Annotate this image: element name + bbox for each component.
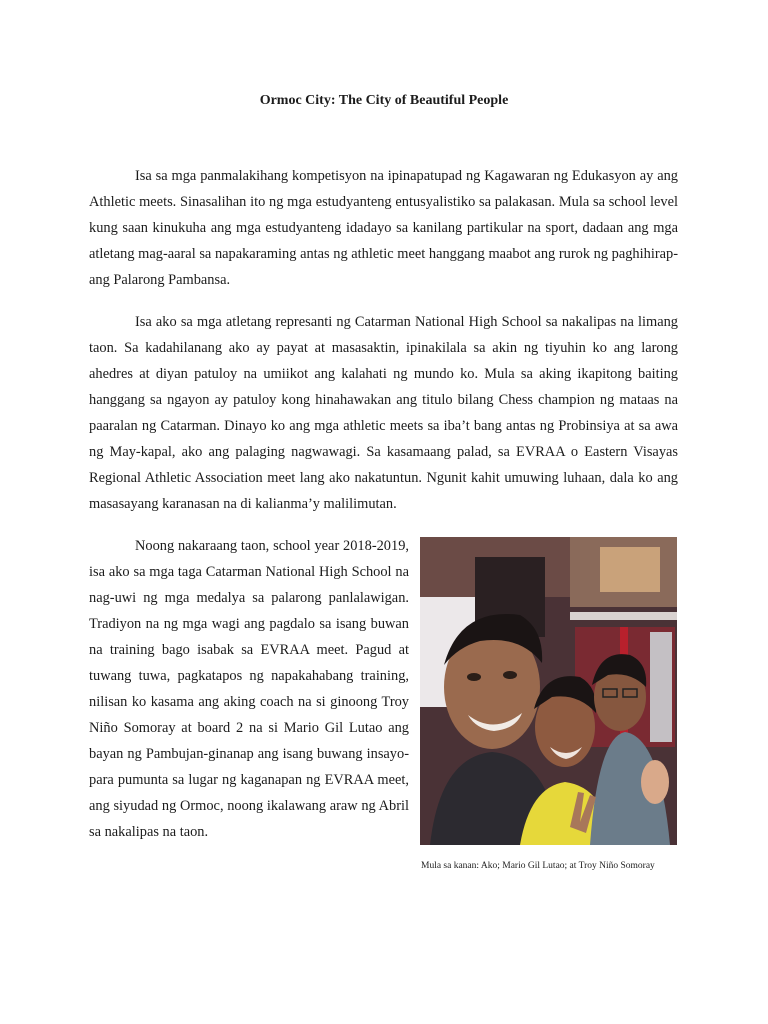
page-title: Ormoc City: The City of Beautiful People	[259, 93, 509, 108]
paragraph-2	[89, 309, 678, 517]
paragraph-2-text: Isa ako sa mga atletang represanti ng Catarman National High School sa nakalipas na limang taon. Sa kadahilanang ako ay payat at masasaktin, ipinakilala sa akin ng tiyuhin ko ang larong ahedres at diyan patuloy na umiikot ang kalahati ng mundo ko. Mula sa aking ikapitong baiting hanggang sa ngayon ay patuloy kong hinahawakan ang titulo bilang Chess champion ng mataas na paaralan ng Catarman. Dinayo ko ang mga athletic meets sa iba’t bang antas ng Probinsiya at sa awa ng May-kapal, ako ang palaging nagwawagi. Sa kasamaang palad, sa EVRAA o Eastern Visayas Regional Athletic Association meet lang ako nakatuntun. Ngunit kahit umuwing luhaan, dala ko ang masasayang karanasan na di kalianma’y malilimutan.	[89, 314, 678, 512]
paragraph-3	[89, 533, 409, 845]
paragraph-3-text: Noong nakaraang taon, school year 2018-2019, isa ako sa mga taga Catarman National High School na nag-uwi ng mga medalya sa palarong panlalawigan. Tradiyon na ng mga wagi ang pagdalo sa isang buwan na training bago isabak sa EVRAA meet. Pagud at tuwang tuwa, pagkatapos ng napakahabang training, nilisan ko kasama ang aking coach na si ginoong Troy Niño Somoray at board 2 na si Mario Gil Lutao ang bayan ng Pambujan-ginanap ang isang buwang insayo- para pumunta sa lugar ng kaganapan ng EVRAA meet, ang siyudad ng Ormoc, noong ikalawang araw ng Abril sa nakalipas na taon.	[89, 538, 409, 840]
group-selfie-photo	[420, 537, 677, 845]
photo-caption: Mula sa kanan: Ako; Mario Gil Lutao; at Troy Niño Somoray	[421, 861, 655, 871]
paragraph-1-text: Isa sa mga panmalakihang kompetisyon na ipinapatupad ng Kagawaran ng Edukasyon ay ang Athletic meets. Sinasalihan ito ng mga estudyanteng entusyalistiko sa palakasan. Mula sa school level kung saan kinukuha ang mga estudyanteng idadayo sa kanilang partikular na sport, dadaan ang mga atletang mag-aaral sa napakaraming antas ng athletic meet hanggang maabot ang rurok ng paghihirap-ang Palarong Pambansa.	[89, 168, 678, 288]
paragraph-1	[89, 163, 678, 293]
